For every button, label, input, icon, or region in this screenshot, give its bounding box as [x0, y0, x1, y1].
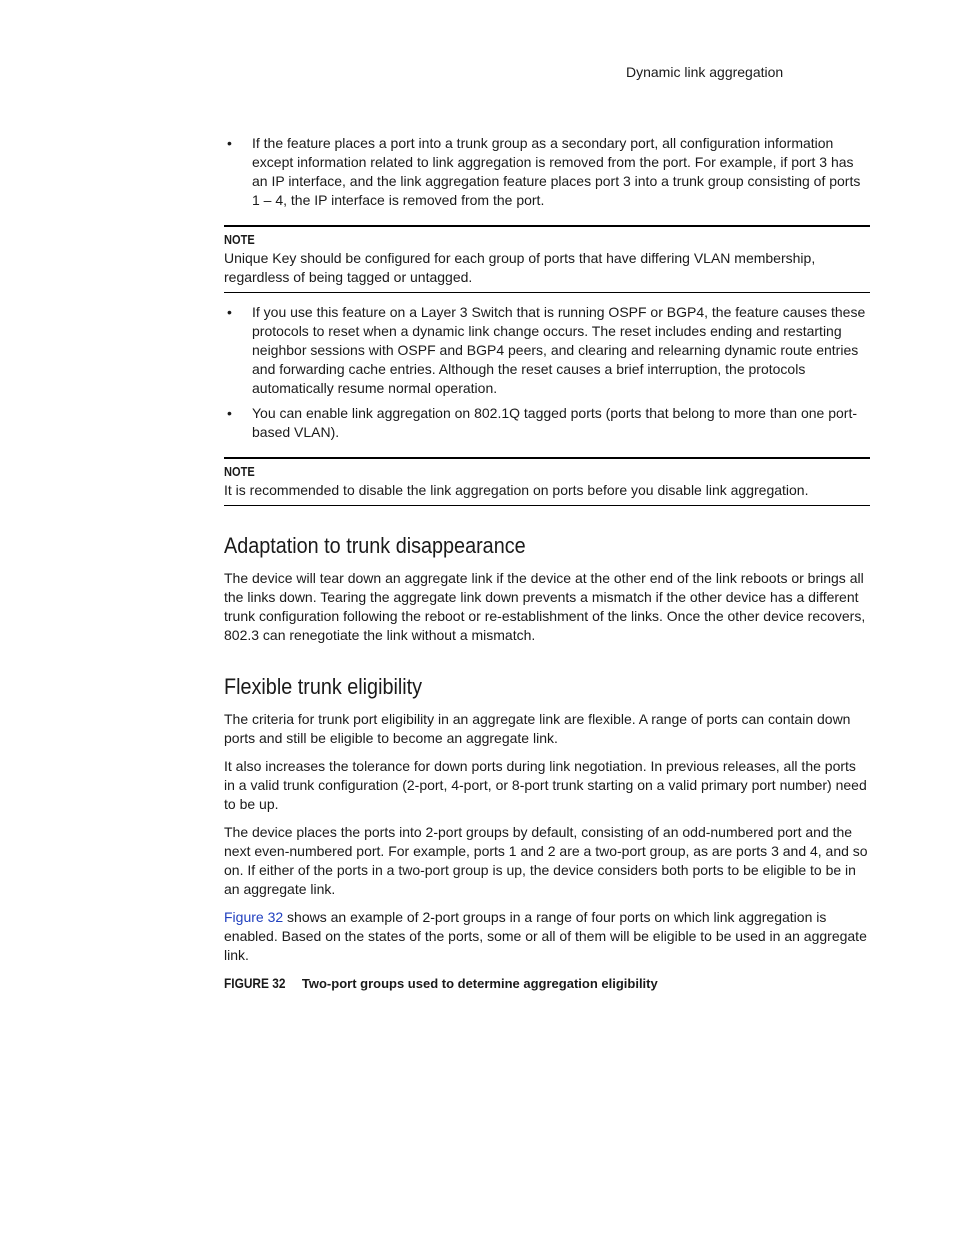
bullet-icon: • — [227, 405, 232, 421]
page-content — [224, 134, 870, 993]
bullet-text: If you use this feature on a Layer 3 Switch that is running OSPF or BGP4, the feature causes these protocols to reset when a dynamic link change occurs. The reset includes ending and restarting neighbor sessions with OSPF and BGP4 peers, and clearing and relearning dynamic route entries and forwarding cache entries. Although the reset causes a brief interruption, the protocols automatically resume normal operation. — [252, 304, 866, 396]
section-paragraph: It also increases the tolerance for down ports during link negotiation. In previous releases, all the ports in a valid trunk configuration (2-port, 4-port, or 8-port trunk starting on a valid primary port number) need to be up. — [224, 758, 867, 812]
note-box — [224, 457, 870, 506]
note-label: NOTE — [224, 232, 255, 247]
list-item — [224, 303, 870, 398]
figure-link[interactable]: Figure 32 — [224, 909, 284, 925]
running-header: Dynamic link aggregation — [626, 64, 784, 80]
section-paragraph: The criteria for trunk port eligibility in an aggregate link are flexible. A range of ports can contain down ports and still be eligible to become an aggregate link. — [224, 711, 851, 746]
note-box — [224, 225, 870, 293]
figure-title: Two-port groups used to determine aggregation eligibility — [301, 976, 658, 991]
note-text: Unique Key should be configured for each group of ports that have differing VLAN membership, regardless of being tagged or untagged. — [224, 250, 816, 285]
section-heading: Flexible trunk eligibility — [224, 674, 423, 699]
bullet-list-top — [224, 134, 870, 210]
bullet-text: If the feature places a port into a trunk group as a secondary port, all configuration information except information related to link aggregation is removed from the port. For example, if port 3 has an IP interface, and the link aggregation feature places port 3 into a trunk group consisting of ports 1 – 4, the IP interface is removed from the port. — [252, 135, 861, 208]
figure-caption — [224, 974, 870, 993]
figure-label: FIGURE 32 — [224, 975, 286, 991]
paragraph-text: shows an example of 2-port groups in a range of four ports on which link aggregation is enabled. Based on the states of the ports, some or all of them will be eligible to be used in an aggregate link. — [224, 909, 867, 963]
note-label: NOTE — [224, 464, 255, 479]
section-heading: Adaptation to trunk disappearance — [224, 533, 526, 558]
list-item — [224, 404, 870, 442]
bullet-icon: • — [227, 304, 232, 320]
bullet-icon: • — [227, 135, 232, 151]
section-paragraph: The device will tear down an aggregate link if the device at the other end of the link reboots or brings all the links down. Tearing the aggregate link down prevents a mismatch if the other device has a different trunk configuration following the reboot or re-establishment of the links. Once the other device recovers, 802.3 can renegotiate the link without a mismatch. — [224, 570, 866, 643]
section-paragraph — [224, 908, 870, 965]
note-text: It is recommended to disable the link aggregation on ports before you disable link aggregation. — [224, 482, 809, 498]
section-paragraph: The device places the ports into 2-port groups by default, consisting of an odd-numbered port and the next even-numbered port. For example, ports 1 and 2 are a two-port group, as are ports 3 and 4, and so on. If either of the ports in a two-port group is up, the device considers both ports to be eligible to be in an aggregate link. — [224, 824, 868, 897]
list-item — [224, 134, 870, 210]
bullet-list-middle — [224, 303, 870, 442]
bullet-text: You can enable link aggregation on 802.1Q tagged ports (ports that belong to more than one port-based VLAN). — [252, 405, 858, 440]
